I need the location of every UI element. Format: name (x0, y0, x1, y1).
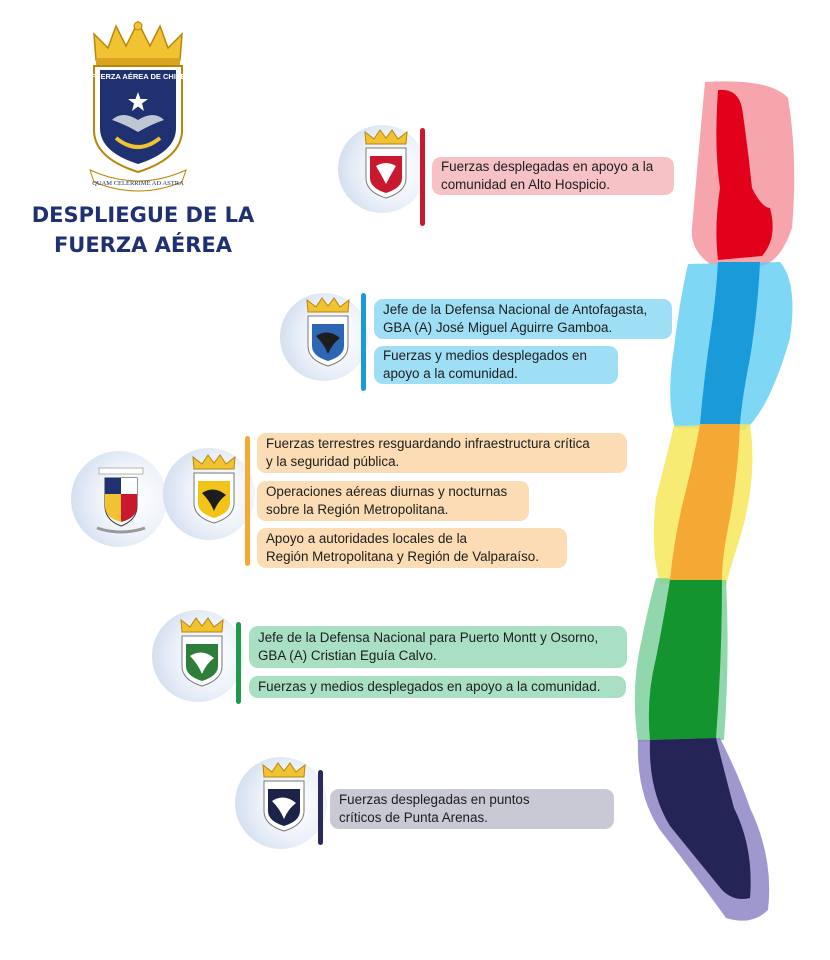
info-box-norte-grande-1: Fuerzas desplegadas en apoyo a la comunidad en Alto Hospicio. (432, 157, 674, 195)
section-bar-sur (236, 622, 241, 704)
navy-condor-emblem (260, 763, 308, 835)
info-box-sur-1: Jefe de la Defensa Nacional para Puerto Montt y Osorno, GBA (A) Cristian Eguía Calvo. (249, 626, 627, 668)
info-box-austral-1: Fuerzas desplegadas en puntos críticos de Punta Arenas. (330, 789, 614, 829)
section-bar-centro (245, 436, 250, 566)
info-box-sur-2: Fuerzas y medios desplegados en apoyo a la comunidad. (249, 676, 626, 698)
title-line-1: DESPLIEGUE DE LA (31, 203, 255, 227)
section-bar-austral (318, 770, 323, 845)
yellow-condor-emblem (190, 455, 238, 527)
info-box-norte-2: Fuerzas y medios desplegados en apoyo a la comunidad. (374, 346, 618, 384)
section-bar-norte-grande (420, 128, 425, 226)
green-condor-emblem (178, 618, 226, 690)
guarnicion-shield-emblem (95, 466, 147, 536)
blue-condor-emblem (304, 298, 352, 370)
chile-map (630, 78, 800, 928)
emblem-text: FUERZA AÉREA DE CHILE (90, 72, 186, 81)
page-title (18, 200, 268, 260)
info-box-norte-1: Jefe de la Defensa Nacional de Antofagasta, GBA (A) José Miguel Aguirre Gamboa. (374, 299, 672, 339)
red-condor-emblem (362, 130, 410, 202)
info-box-centro-2: Operaciones aéreas diurnas y nocturnas sobre la Región Metropolitana. (257, 481, 529, 521)
info-box-centro-1: Fuerzas terrestres resguardando infraestructura crítica y la seguridad pública. (257, 433, 627, 473)
fach-coat-of-arms (86, 20, 190, 192)
title-line-2: FUERZA AÉREA (53, 233, 233, 257)
emblem-motto: QUAM CELERRIME AD ASTRA (92, 180, 184, 187)
section-bar-norte (361, 293, 366, 391)
info-box-centro-3: Apoyo a autoridades locales de la Región Metropolitana y Región de Valparaíso. (257, 528, 567, 568)
